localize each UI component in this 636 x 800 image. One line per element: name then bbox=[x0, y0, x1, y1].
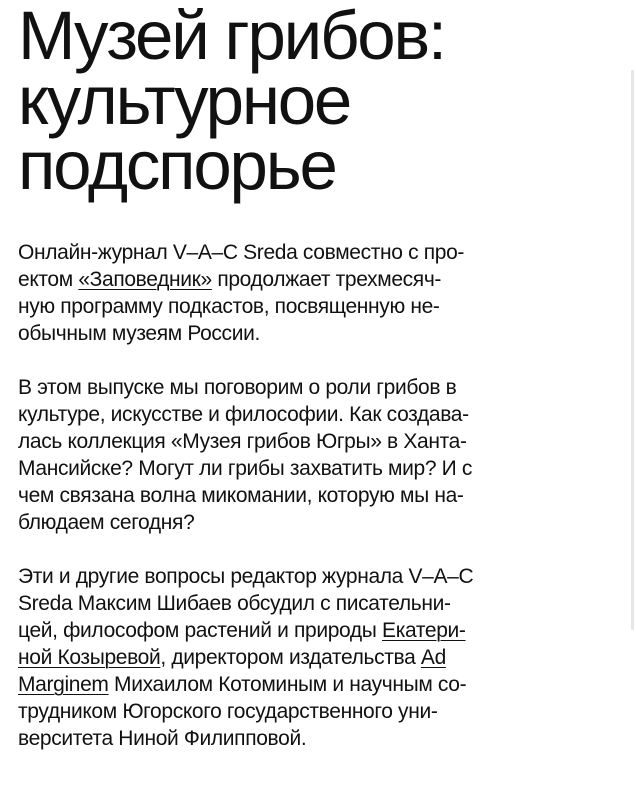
paragraph-line: В этом выпуске мы поговорим о роли грибов в bbox=[18, 376, 457, 399]
paragraph-line: культуре, искусстве и философии. Как создава- bbox=[18, 403, 469, 426]
paragraph-line: обычным музеям России. bbox=[18, 322, 260, 345]
paragraph-line: чем связана волна микомании, которую мы на- bbox=[18, 484, 464, 507]
guests-paragraph bbox=[18, 563, 618, 752]
scrollbar[interactable] bbox=[631, 70, 634, 630]
text-span: Михаилом Котоминым и научным со- bbox=[108, 673, 467, 696]
paragraph-line: верситета Ниной Филипповой. bbox=[18, 727, 307, 750]
paragraph-line: Sreda Максим Шибаев обсудил с писательни- bbox=[18, 592, 451, 615]
zapovednik-link[interactable]: «Заповедник» bbox=[78, 268, 212, 291]
paragraph-line bbox=[18, 671, 618, 698]
text-span: продолжает трехмесяч- bbox=[211, 268, 442, 291]
paragraph-line: ную программу подкастов, посвященную не- bbox=[18, 295, 440, 318]
paragraph-line bbox=[18, 644, 618, 671]
text-span: цей, философом растений и природы bbox=[18, 619, 383, 642]
title-line: подспорье bbox=[18, 127, 336, 204]
paragraph-line bbox=[18, 617, 618, 644]
ad-marginem-link[interactable]: Ad bbox=[420, 646, 446, 669]
paragraph-line bbox=[18, 266, 618, 293]
paragraph-line: Онлайн-журнал V–A–C Sreda совместно с про- bbox=[18, 241, 465, 264]
ad-marginem-link-continued[interactable]: Marginem bbox=[18, 673, 109, 696]
title-line: Музей грибов: bbox=[18, 0, 445, 74]
paragraph-line: трудником Югорского государственного уни- bbox=[18, 700, 438, 723]
article-title bbox=[18, 0, 618, 204]
intro-paragraph bbox=[18, 239, 618, 347]
paragraph-line: блюдаем сегодня? bbox=[18, 511, 195, 534]
paragraph-line: Мансийске? Могут ли грибы захватить мир? И с bbox=[18, 457, 473, 480]
text-span: ектом bbox=[18, 268, 79, 291]
kozyreva-link[interactable]: Екатери- bbox=[382, 619, 466, 642]
episode-paragraph bbox=[18, 374, 618, 536]
text-span: , директором издательства bbox=[160, 646, 421, 669]
paragraph-line: лась коллекция «Музея грибов Югры» в Ханта- bbox=[18, 430, 467, 453]
title-line: культурное bbox=[18, 62, 351, 139]
paragraph-line: Эти и другие вопросы редактор журнала V–A–C bbox=[18, 565, 474, 588]
article bbox=[18, 0, 618, 752]
kozyreva-link-continued[interactable]: ной Козыревой bbox=[18, 646, 161, 669]
